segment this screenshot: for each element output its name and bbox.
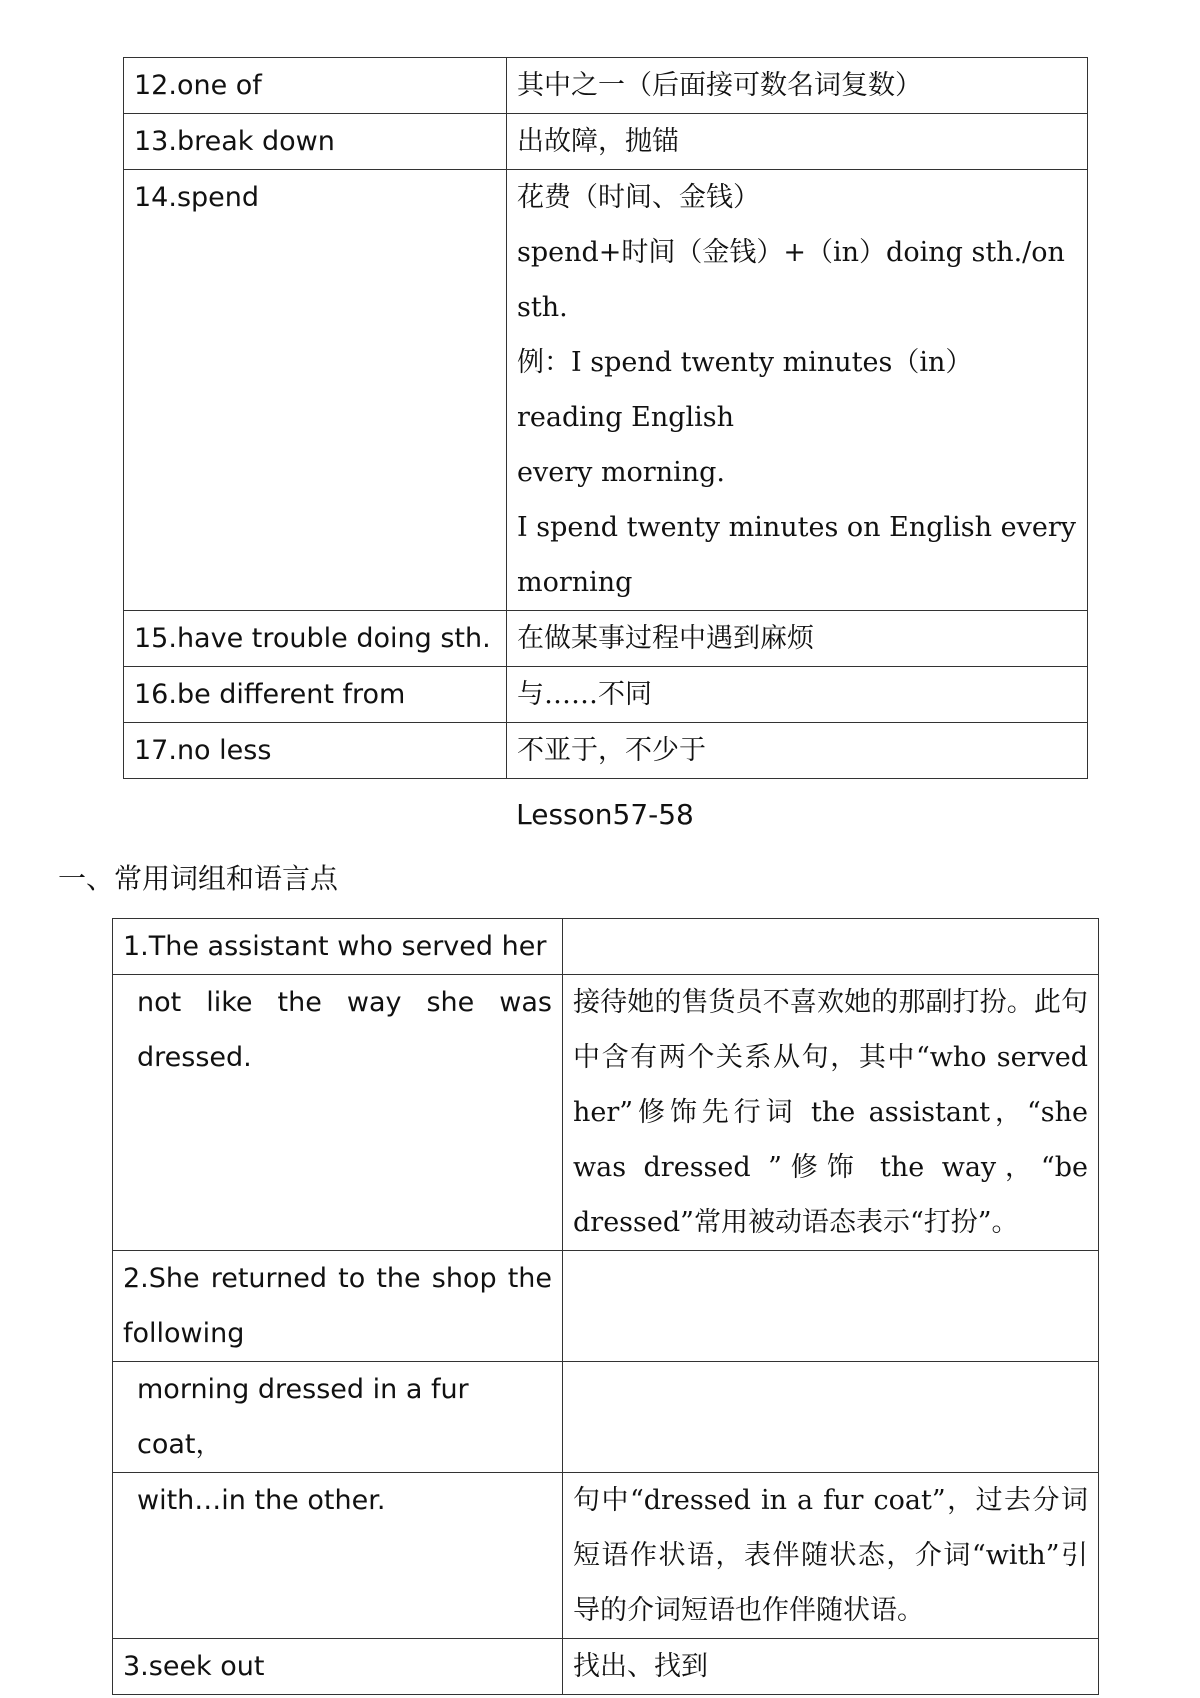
meaning-cell: 在做某事过程中遇到麻烦 xyxy=(507,611,1088,667)
phrase-cell: 13.break down xyxy=(124,114,507,170)
sentence-cell: 3.seek out xyxy=(113,1639,563,1695)
table-row xyxy=(113,1362,1099,1473)
explanation-cell xyxy=(563,919,1099,975)
table-row xyxy=(124,170,1088,611)
phrase-cell: 15.have trouble doing sth. xyxy=(124,611,507,667)
explanation-cell xyxy=(563,1362,1099,1473)
table-row xyxy=(124,723,1088,779)
table-row xyxy=(124,58,1088,114)
meaning-line: 花费（时间、金钱） xyxy=(517,182,760,213)
explanation-cell xyxy=(563,1251,1099,1362)
phrase-cell: 12.one of xyxy=(124,58,507,114)
language-points-table xyxy=(112,918,1099,1695)
table-row xyxy=(124,611,1088,667)
meaning-cell: 不亚于，不少于 xyxy=(507,723,1088,779)
sentence-cell: morning dressed in a fur coat， xyxy=(113,1362,563,1473)
sentence-cell: 2.She returned to the shop the following xyxy=(113,1251,563,1362)
explanation-cell: 接待她的售货员不喜欢她的那副打扮。此句中含有两个关系从句，其中“who served her”修饰先行词 the assistant，“she was dressed ”修饰 the way，“be dressed”常用被动语态表示“打扮”。 xyxy=(563,975,1099,1251)
sentence-cell: 1.The assistant who served her xyxy=(113,919,563,975)
meaning-line: spend+时间（金钱）+（in）doing sth./on sth. xyxy=(517,237,1065,323)
meaning-cell: 其中之一（后面接可数名词复数） xyxy=(507,58,1088,114)
meaning-cell: 出故障，抛锚 xyxy=(507,114,1088,170)
sentence-cell: with…in the other. xyxy=(113,1473,563,1639)
meaning-line: every morning. xyxy=(517,457,725,488)
table-row xyxy=(113,1473,1099,1639)
meaning-cell xyxy=(507,170,1088,611)
explanation-cell: 句中“dressed in a fur coat”，过去分词短语作状语，表伴随状态，介词“with”引导的介词短语也作伴随状语。 xyxy=(563,1473,1099,1639)
meaning-line: I spend twenty minutes on English every morning xyxy=(517,512,1076,598)
section-heading: 一、常用词组和语言点 xyxy=(58,862,339,895)
sentence-cell: not like the way she was dressed. xyxy=(113,975,563,1251)
table-row xyxy=(113,975,1099,1251)
phrase-cell: 16.be different from xyxy=(124,667,507,723)
table-row xyxy=(124,667,1088,723)
lesson-title: Lesson57-58 xyxy=(516,798,694,831)
table-row xyxy=(113,1639,1099,1695)
meaning-cell: 与……不同 xyxy=(507,667,1088,723)
phrase-cell: 14.spend xyxy=(124,170,507,611)
table-row xyxy=(124,114,1088,170)
table-row xyxy=(113,1251,1099,1362)
phrase-cell: 17.no less xyxy=(124,723,507,779)
table-row xyxy=(113,919,1099,975)
explanation-cell: 找出、找到 xyxy=(563,1639,1099,1695)
meaning-line: 例：I spend twenty minutes（in）reading English xyxy=(517,347,973,433)
vocabulary-table xyxy=(123,57,1088,779)
